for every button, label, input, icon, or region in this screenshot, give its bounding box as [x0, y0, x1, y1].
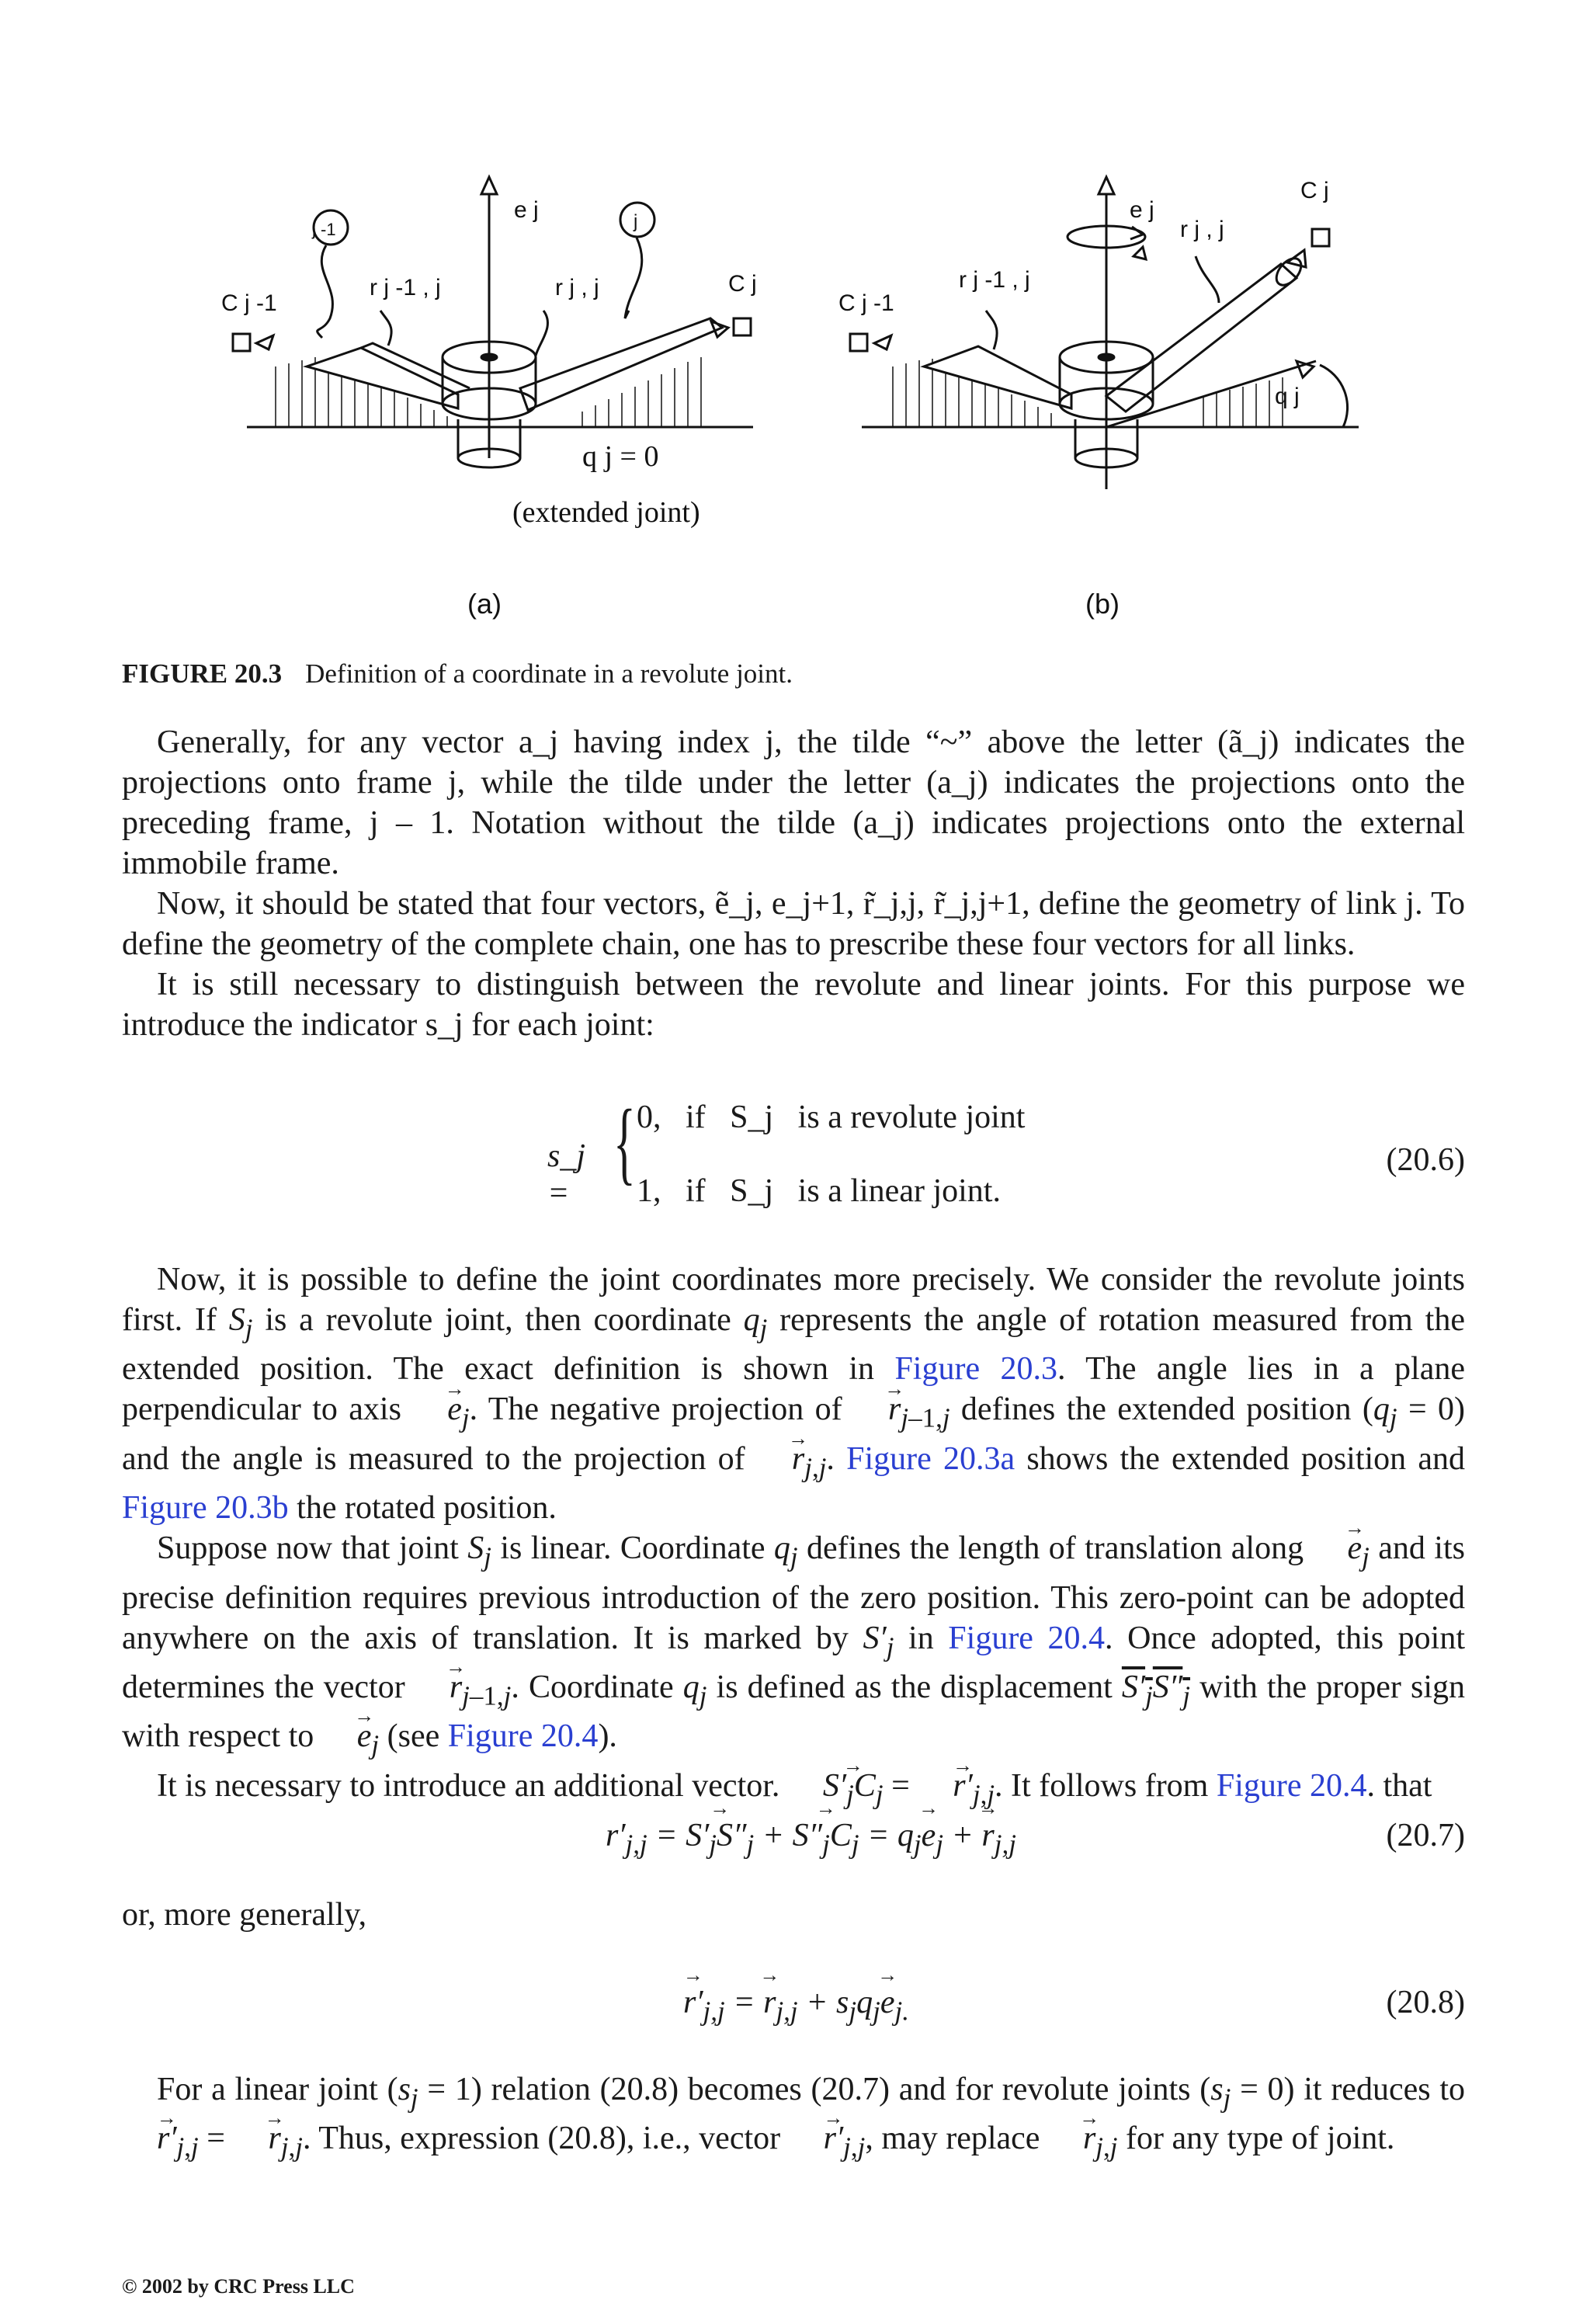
caption-text: Definition of a coordinate in a revolute joint. — [305, 658, 793, 689]
point-cjm1-label-b: C j -1 — [838, 290, 894, 316]
paragraph-4: Now, it is possible to define the joint coordinates more precisely. We consider the revolute joints first. If $S_j$ is a revolute joint, then coordinate $q_j$ represents the angle of rotation measured from the extended position. The exact definition is shown in Figure 20.3. The angle lies in a plane perpendicular to axis → $e_j$. The negative projection of → $r_{j-1,j}$ defines the extended position $(q_j = 0)$ and the angle is measured to the projection of → $r_{j,j}$. Figure 20.3a shows the extended position and Figure 20.3b the rotated position. — [122, 1259, 1465, 1528]
equation-20-8: → $r'_{j,j}$ = → $r_{j,j} + s_jq_j\to e_{j.}$ — [683, 1984, 909, 2027]
paragraph-8: For a linear joint $(s_j = 1)$ relation (20.8) becomes (20.7) and for revolute joints $(s_j = 0)$ it reduces to → $r'_{j,j}$ = → $r_{j,j}$. Thus, expression (20.8), i.e., vector → $r'_{j,j}$, may replace → $r_{j,j}$ for any type of joint. — [122, 2069, 1465, 2168]
copyright-footer: © 2002 by CRC Press LLC — [122, 2275, 355, 2298]
point-cjm1-label: C j -1 — [221, 290, 277, 316]
body-block-3 — [122, 1895, 1465, 1935]
equation-20-7: $r'_{j,j}$ = → $S'_jS''_j$ + → $S''_jC_j = q_j\to e_j$ + → $r_{j,j}$ — [606, 1817, 1016, 1860]
vector-rjm1j-label: r j -1 , j — [370, 275, 441, 300]
eq206-case-2: 1, if S_j is a linear joint. — [637, 1173, 1001, 1209]
eq206-case-1: 0, if S_j is a revolute joint — [637, 1099, 1026, 1135]
body-block-4 — [122, 2069, 1465, 2168]
link-jm1-label: j -1 — [312, 220, 336, 239]
axis-ej-label: e j — [514, 197, 539, 223]
link-figure-20-4[interactable]: Figure 20.4 — [948, 1620, 1106, 1656]
link-figure-20-3a[interactable]: Figure 20.3a — [846, 1440, 1015, 1477]
point-cj-label: C j — [728, 271, 757, 297]
paragraph-3: It is still necessary to distinguish between the revolute and linear joints. For this purpose we introduce the indicator s_j for each joint: — [122, 967, 1465, 1043]
eq206-brace: { — [613, 1090, 636, 1193]
vector-rjj-label-b: r j , j — [1180, 217, 1224, 242]
paragraph-2: Now, it should be stated that four vectors, ẽ_j, e_j+1, r̃_j,j, r̃_j,j+1, define the geometry of link j. To define the geometry of the complete chain, one has to prescribe these four vectors for all links. — [122, 886, 1465, 962]
eq206-number: (20.6) — [1386, 1142, 1465, 1178]
extended-q-label: q j = 0 — [582, 440, 659, 473]
vector-rjm1j-label-b: r j -1 , j — [959, 267, 1030, 293]
paragraph-7: or, more generally, — [122, 1897, 367, 1933]
paragraph-1: Generally, for any vector a_j having index j, the tilde “~” above the letter (ã_j) indicates the projections onto frame j, while the tilde under the letter (a_j) indicates the projections onto the preceding frame, j – 1. Notation without the tilde (a_j) indicates projections onto the external immobile frame. — [122, 724, 1465, 881]
body-block-1 — [122, 722, 1465, 1045]
link-figure-20-3[interactable]: Figure 20.3 — [894, 1351, 1058, 1388]
extended-joint-label: (extended joint) — [512, 496, 700, 529]
link-figure-20-4-b[interactable]: Figure 20.4 — [447, 1718, 599, 1755]
eq206-lhs: s_j = — [547, 1138, 586, 1211]
paragraph-5: Suppose now that joint $S_j$ is linear. Coordinate $q_j$ defines the length of translation along → $e_j$ and its precise definition requires previous introduction of the zero position. This zero-point can be adopted anywhere on the axis of translation. It is marked by $S'_j$ in Figure 20.4. Once adopted, this point determines the vector → $r_{j-1,j}$. Coordinate $q_j$ is defined as the displacement $S'_jS''_j$ with the proper sign with respect to → $e_j$ (see Figure 20.4). — [122, 1528, 1465, 1766]
body-block-2 — [122, 1259, 1465, 1815]
axis-ej-label-b: e j — [1130, 197, 1154, 223]
angle-qj-label: q j — [1275, 384, 1300, 409]
paragraph-6: It is necessary to introduce an additional vector. → $S'_jC_j$ = → $r'_{j,j}$. It follows from Figure 20.4. that — [122, 1766, 1465, 1815]
link-figure-20-4-c[interactable]: Figure 20.4 — [1216, 1767, 1367, 1804]
panel-a-label: (a) — [467, 588, 502, 620]
eq207-number: (20.7) — [1386, 1818, 1465, 1853]
joint-diagram — [194, 163, 1405, 644]
caption-number: FIGURE 20.3 — [122, 658, 283, 689]
figure-caption — [122, 658, 793, 690]
vector-rjj-label: r j , j — [555, 275, 599, 300]
link-j-label: j — [634, 211, 638, 232]
eq208-number: (20.8) — [1386, 1985, 1465, 2020]
link-figure-20-3b[interactable]: Figure 20.3b — [122, 1490, 289, 1527]
panel-b-label: (b) — [1085, 588, 1120, 620]
figure-20-3 — [194, 163, 1405, 644]
point-cj-label-b: C j — [1300, 178, 1329, 203]
